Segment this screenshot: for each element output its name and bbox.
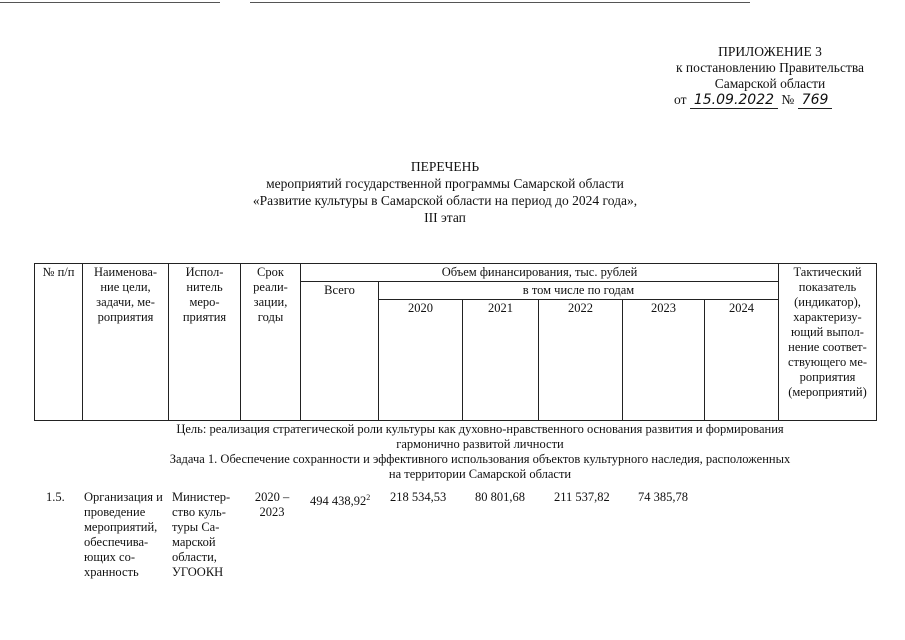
header-year: 2023 [623,300,705,421]
header-funding: Объем финансирования, тыс. рублей [301,264,779,282]
appendix-line-2: Самарской области [714,76,826,91]
task-line-1: Задача 1. Обеспечение сохранности и эффективного использования объектов культурного наследия, расположенных [169,452,791,466]
from-label: от [674,92,687,107]
row-total-value: 494 438,92 [310,494,367,509]
header-num: № п/п [35,264,83,421]
header-name: Наименова-ние цели, задачи, ме-роприятия [83,264,169,421]
row-2021: 80 801,68 [475,490,525,504]
row-name: Организация и проведение мероприятий, обеспечива-ющих со-хранность [84,490,163,579]
title-line-1: ПЕРЕЧЕНЬ [410,159,480,174]
scan-artifact-line [250,2,750,3]
header-term: Срок реали-зации, годы [241,264,301,421]
header-year: 2020 [379,300,463,421]
task-line-2: на территории Самарской области [388,467,572,481]
header-by-years: в том числе по годам [379,282,779,300]
appendix-title: ПРИЛОЖЕНИЕ 3 [718,44,822,59]
goal-section [120,422,840,482]
header-year: 2021 [463,300,539,421]
row-2023: 74 385,78 [638,490,688,504]
appendix-signature-line [640,92,900,108]
appendix-line-1: к постановлению Правительства [675,60,865,75]
handwritten-number: 769 [798,92,833,109]
row-2020: 218 534,53 [390,490,447,504]
goal-line-1: Цель: реализация стратегической роли культуры как духовно-нравственного основания развития и формирования [176,422,784,436]
appendix-header [640,44,900,108]
funding-table [34,263,877,421]
row-number: 1.5. [46,490,65,504]
header-year: 2022 [539,300,623,421]
title-line-4: III этап [424,210,466,225]
row-total [310,490,370,509]
document-title [190,158,700,226]
row-term: 2020 – 2023 [254,490,290,519]
header-indicator: Тактический показатель (индикатор), характеризу-ющий выпол-нение соответ-ствующего ме-роприятия (мероприятий) [779,264,877,421]
row-2022: 211 537,82 [554,490,610,504]
handwritten-date: 15.09.2022 [690,92,778,109]
number-label: № [781,92,795,107]
header-total: Всего [301,282,379,421]
header-executor: Испол-нитель меро-приятия [169,264,241,421]
row-total-footnote: 2 [366,493,371,502]
header-year: 2024 [705,300,779,421]
scan-artifact-line [0,2,220,3]
title-line-2: мероприятий государственной программы Самарской области [266,176,624,191]
title-line-3: «Развитие культуры в Самарской области на период до 2024 года», [252,193,638,208]
goal-line-2: гармонично развитой личности [396,437,564,451]
row-executor: Министер-ство куль-туры Са-марской области, УГООКН [172,490,231,579]
